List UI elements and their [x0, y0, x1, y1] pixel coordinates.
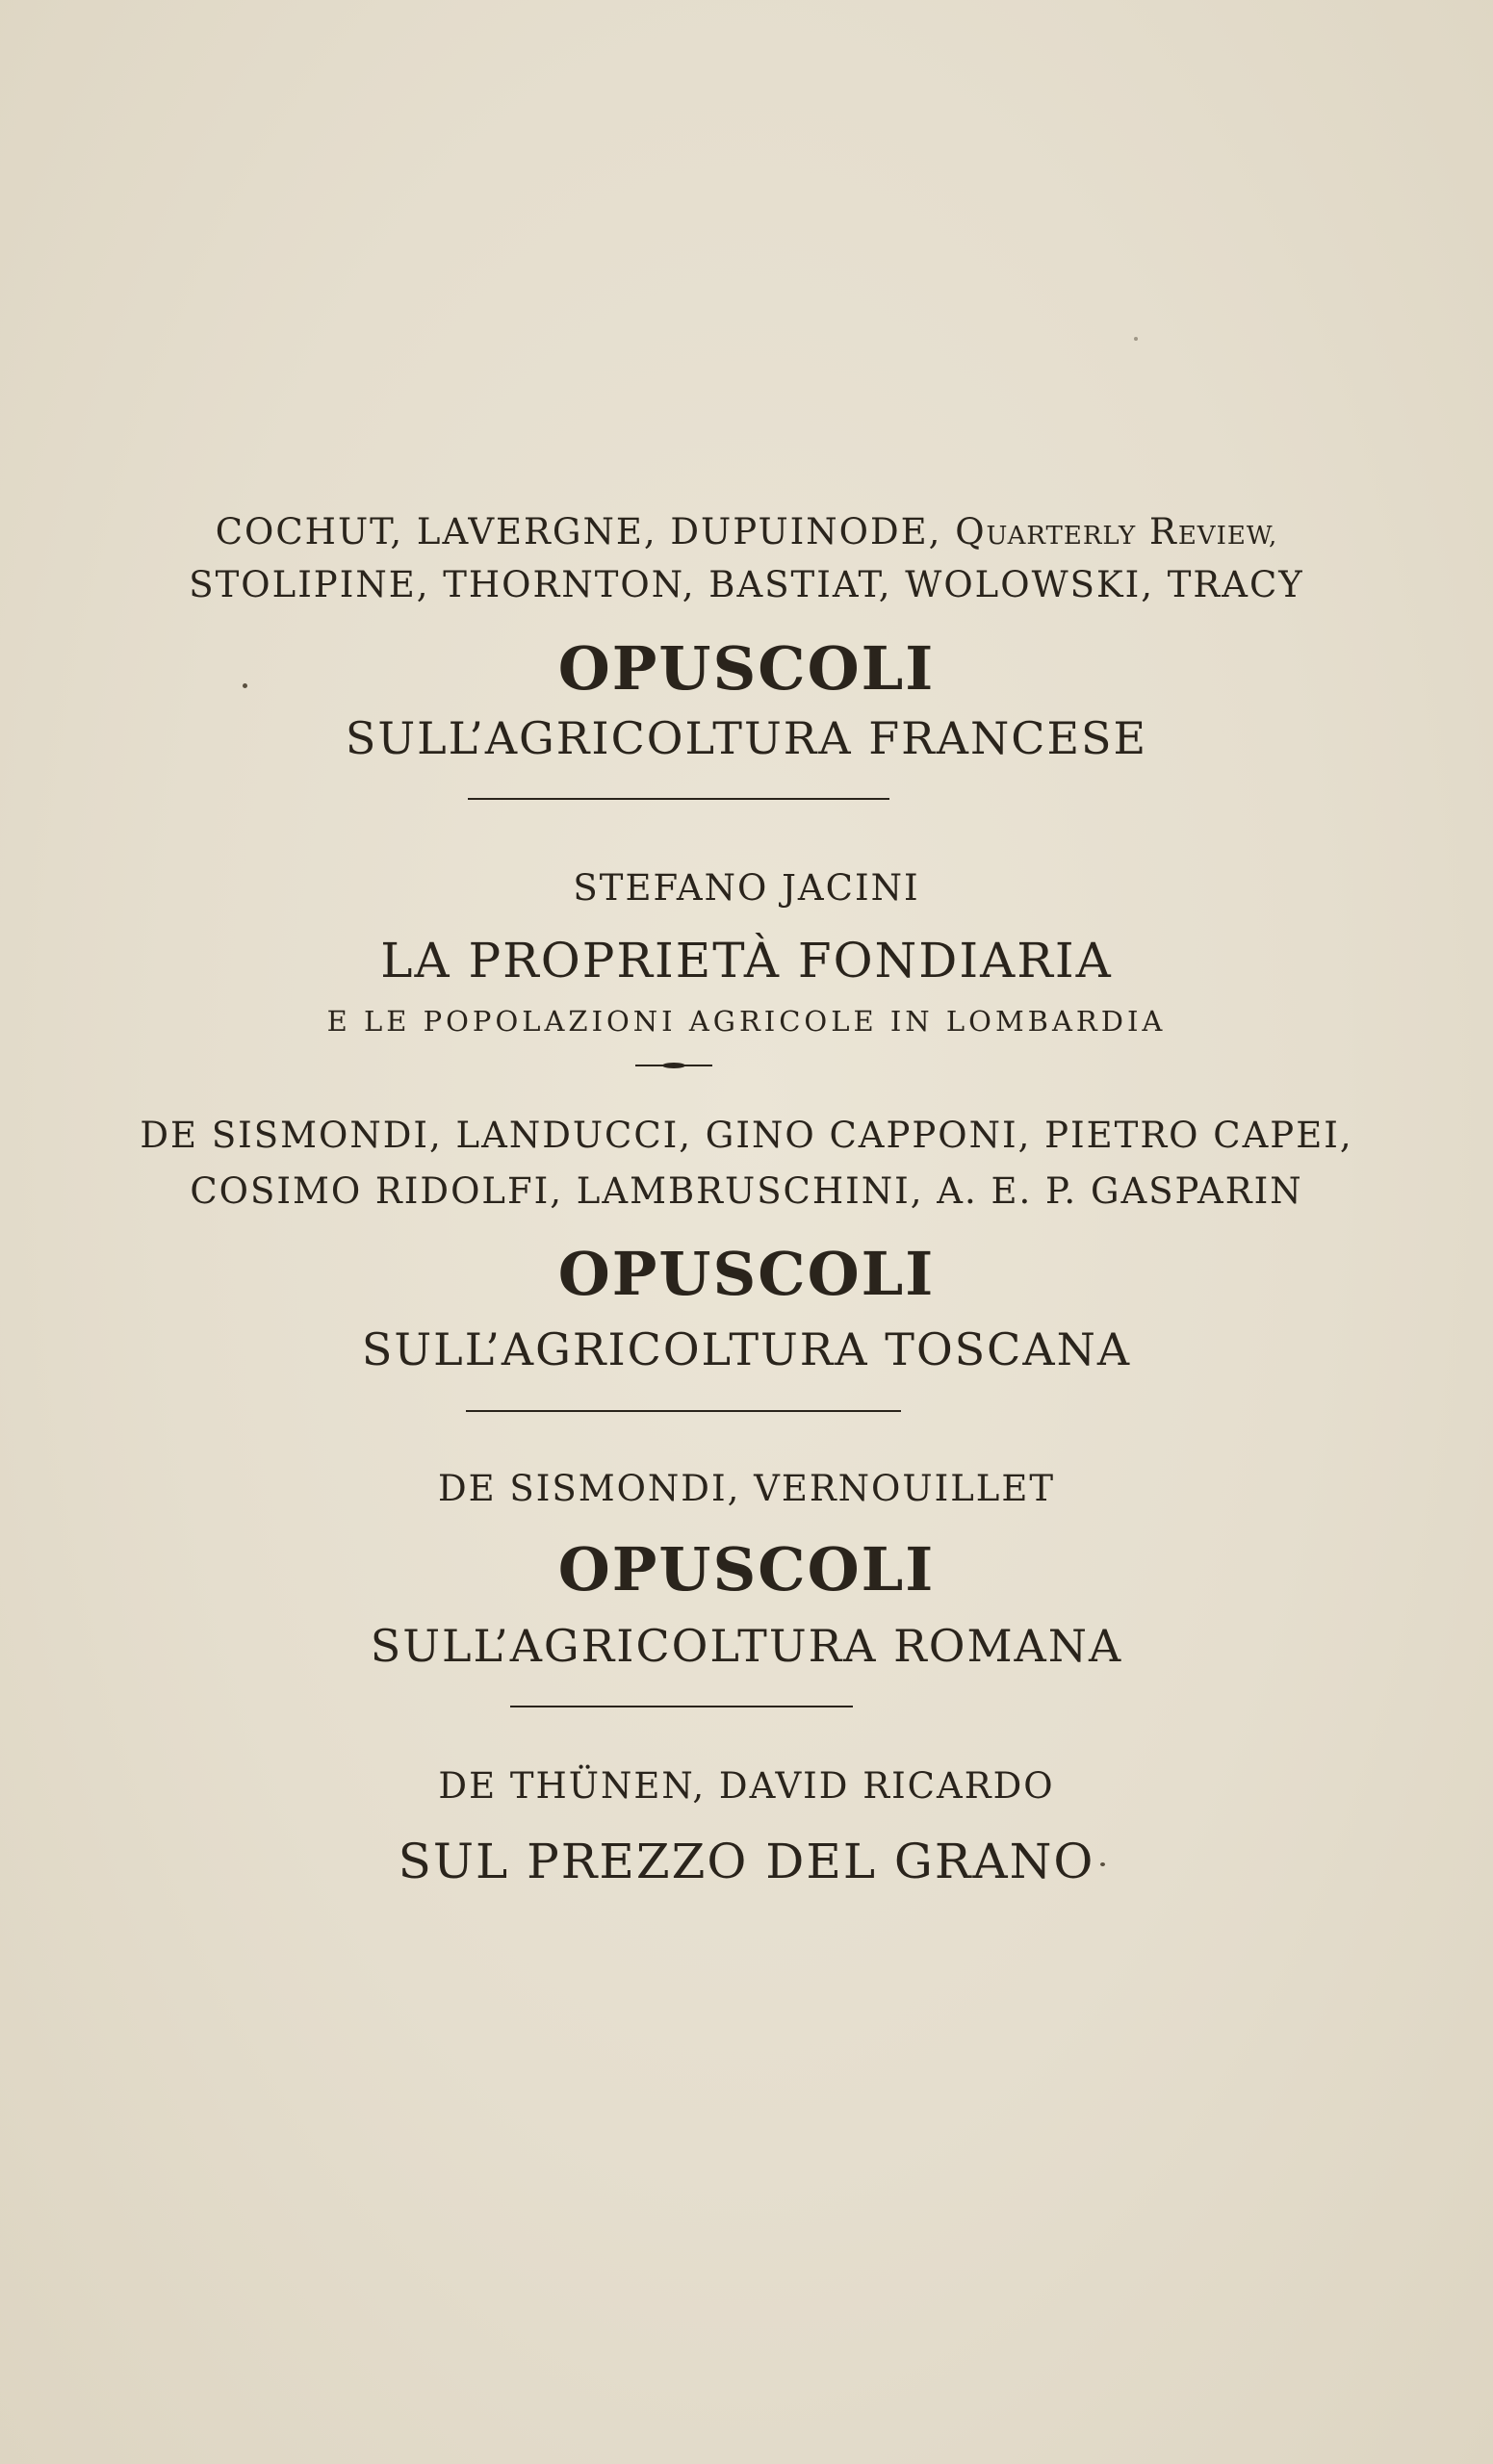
section3-authors-line1: DE SISMONDI, LANDUCCI, GINO CAPPONI, PIETRO CAPEI, — [140, 1115, 1353, 1156]
paper-speck — [1100, 1862, 1105, 1866]
section3-divider — [466, 1410, 901, 1412]
section5-author: DE THÜNEN, DAVID RICARDO — [438, 1765, 1055, 1807]
section1-authors-line2: STOLIPINE, THORNTON, BASTIAT, WOLOWSKI, TRACY — [189, 564, 1304, 605]
paper-speck — [1134, 337, 1138, 341]
sc-small-uarterly: UARTERLY — [986, 522, 1137, 551]
paper-speck — [243, 683, 247, 688]
section4-subtitle: SULL’AGRICOLTURA ROMANA — [370, 1620, 1123, 1672]
section4-title: OPUSCOLI — [557, 1534, 936, 1604]
sc-small-eview: EVIEW, — [1177, 522, 1278, 551]
sc-cap-r: R — [1148, 511, 1178, 552]
section2-subtitle: E LE POPOLAZIONI AGRICOLE IN LOMBARDIA — [326, 1005, 1167, 1038]
section1-divider — [468, 798, 889, 800]
section3-title: OPUSCOLI — [557, 1239, 936, 1309]
section1-subtitle: SULL’AGRICOLTURA FRANCESE — [345, 712, 1148, 764]
section2-title: LA PROPRIETÀ FONDIARIA — [380, 933, 1113, 988]
section1-quarterly-review — [955, 511, 1277, 552]
section1-authors-line1-names: COCHUT, LAVERGNE, DUPUINODE, — [215, 511, 942, 552]
sc-cap-q: Q — [955, 511, 987, 552]
section4-divider — [510, 1706, 853, 1707]
section3-authors-line2: COSIMO RIDOLFI, LAMBRUSCHINI, A. E. P. GASPARIN — [190, 1170, 1303, 1212]
section2-ornament — [635, 1063, 712, 1068]
section4-author: DE SISMONDI, VERNOUILLET — [437, 1468, 1056, 1509]
section1-title: OPUSCOLI — [557, 633, 936, 704]
section2-author: STEFANO JACINI — [573, 867, 920, 909]
section3-subtitle: SULL’AGRICOLTURA TOSCANA — [361, 1323, 1132, 1375]
section1-authors-line1 — [0, 511, 1493, 552]
section5-title: SUL PREZZO DEL GRANO — [398, 1834, 1095, 1889]
